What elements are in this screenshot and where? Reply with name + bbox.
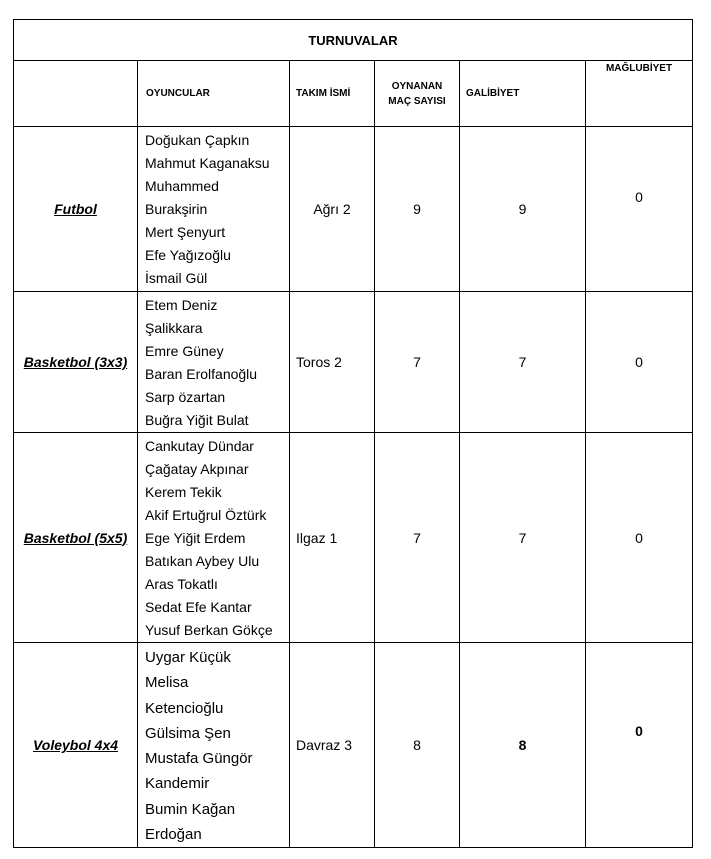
wins-count: 7 — [460, 292, 586, 433]
player-name: Mert Şenyurt — [145, 224, 226, 240]
player-name: Mahmut Kaganaksu — [145, 155, 270, 171]
losses-count: 0 — [586, 643, 693, 848]
players-list — [138, 127, 290, 292]
header-team: TAKIM İSMİ — [290, 61, 375, 127]
team-name: Ağrı 2 — [290, 127, 375, 292]
player-name: Aras Tokatlı — [145, 576, 218, 592]
player-name: Batıkan Aybey Ulu — [145, 553, 260, 569]
player-name: Melisa — [145, 674, 189, 692]
wins-count: 7 — [460, 433, 586, 643]
player-name: Etem Deniz — [145, 297, 218, 313]
player-name: Emre Güney — [145, 343, 224, 359]
table-row — [14, 643, 693, 848]
player-name: Erdoğan — [145, 826, 202, 844]
header-played — [375, 61, 460, 127]
player-name: Yusuf Berkan Gökçe — [145, 622, 273, 638]
losses-count: 0 — [586, 433, 693, 643]
players-list — [138, 643, 290, 848]
header-players: OYUNCULAR — [138, 61, 290, 127]
players-list — [138, 292, 290, 433]
player-name: Sarp özartan — [145, 389, 226, 405]
player-name: Cankutay Dündar — [145, 438, 254, 454]
team-name: Toros 2 — [290, 292, 375, 433]
sport-name: Voleybol 4x4 — [14, 643, 138, 848]
wins-count: 9 — [460, 127, 586, 292]
table-row — [14, 292, 693, 433]
header-wins: GALİBİYET — [460, 61, 586, 127]
team-name: Ilgaz 1 — [290, 433, 375, 643]
table-row — [14, 433, 693, 643]
player-name: Kandemir — [145, 775, 210, 793]
player-name: Sedat Efe Kantar — [145, 599, 252, 615]
team-name: Davraz 3 — [290, 643, 375, 848]
player-name: İsmail Gül — [145, 270, 208, 286]
sport-name: Basketbol (3x3) — [14, 292, 138, 433]
player-name: Ketencioğlu — [145, 699, 224, 717]
losses-count: 0 — [586, 127, 693, 292]
table-title: TURNUVALAR — [14, 20, 693, 61]
header-sport-empty — [14, 61, 138, 127]
tournaments-table — [13, 19, 693, 848]
player-name: Uygar Küçük — [145, 649, 231, 666]
player-name: Mustafa Güngör — [145, 750, 253, 768]
played-count: 8 — [375, 643, 460, 848]
played-count: 7 — [375, 433, 460, 643]
player-name: Buğra Yiğit Bulat — [145, 412, 249, 428]
player-name: Burakşirin — [145, 201, 208, 217]
player-name: Kerem Tekik — [145, 484, 222, 500]
sport-name: Basketbol (5x5) — [14, 433, 138, 643]
played-count: 9 — [375, 127, 460, 292]
header-losses: MAĞLUBİYET — [586, 61, 693, 127]
player-name: Bumin Kağan — [145, 800, 236, 818]
player-name: Doğukan Çapkın — [145, 132, 250, 148]
losses-count: 0 — [586, 292, 693, 433]
player-name: Çağatay Akpınar — [145, 461, 249, 477]
player-name: Efe Yağızoğlu — [145, 247, 231, 263]
player-name: Baran Erolfanoğlu — [145, 366, 258, 382]
sport-name: Futbol — [14, 127, 138, 292]
players-list — [138, 433, 290, 643]
player-name: Akif Ertuğrul Öztürk — [145, 507, 267, 523]
player-name: Gülsima Şen — [145, 724, 231, 742]
player-name: Şalikkara — [145, 320, 203, 336]
header-played-label: OYNANAN MAÇ SAYISI — [388, 80, 446, 107]
player-name: Ege Yiğit Erdem — [145, 530, 246, 546]
player-name: Muhammed — [145, 178, 219, 194]
table-row — [14, 127, 693, 292]
wins-count: 8 — [460, 643, 586, 848]
played-count: 7 — [375, 292, 460, 433]
